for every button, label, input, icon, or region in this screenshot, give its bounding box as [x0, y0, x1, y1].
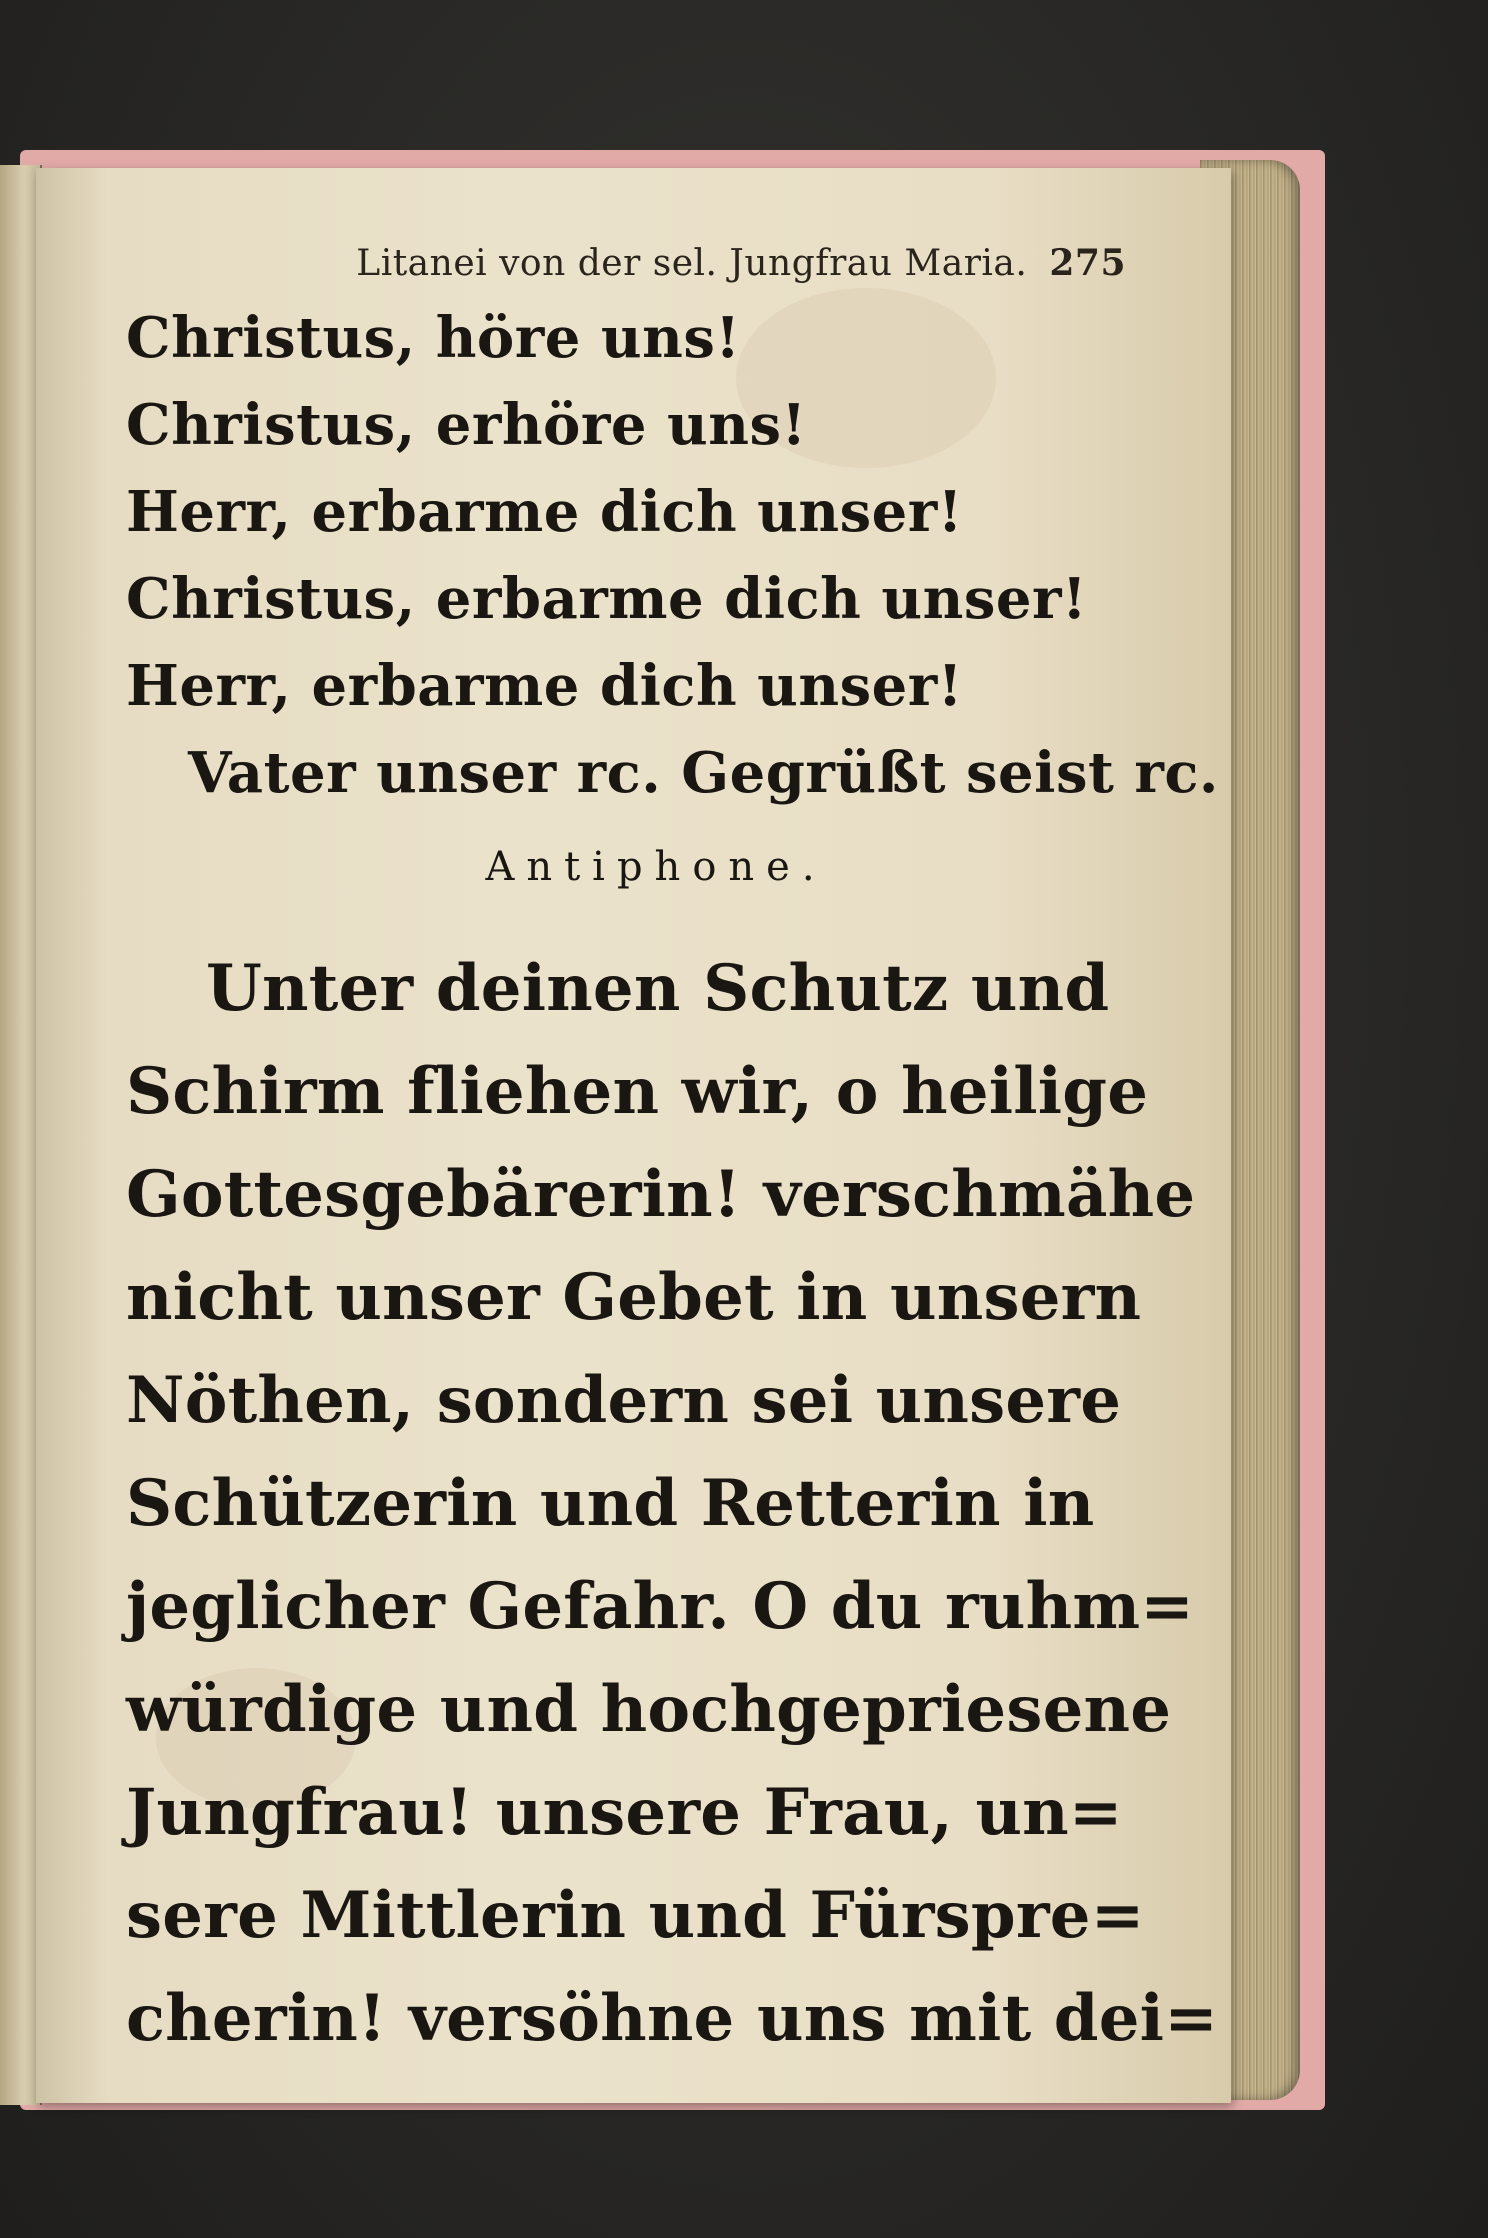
running-title: Litanei von der sel. Jungfrau Maria. [356, 243, 1028, 284]
prayer-line: Nöthen, sondern sei unsere [126, 1363, 1122, 1438]
litany-line: Christus, höre uns! [126, 305, 741, 371]
prayer-line: sere Mittlerin und Fürspre= [126, 1878, 1145, 1953]
prayer-line: würdige und hochgepriesene [126, 1672, 1172, 1747]
page-content [126, 238, 1219, 2070]
prayer-line: Schirm fliehen wir, o heilige [126, 1054, 1149, 1129]
litany-line: Vater unser rc. Gegrüßt seist rc. [188, 740, 1219, 806]
prayer-line: jeglicher Gefahr. O du ruhm= [126, 1569, 1195, 1644]
running-header [126, 238, 1126, 289]
litany-block [126, 295, 1219, 817]
litany-line: Herr, erbarme dich unser! [126, 653, 963, 719]
antiphon-prayer [126, 937, 1219, 2070]
prayer-line: Jungfrau! unsere Frau, un= [126, 1775, 1123, 1850]
litany-line: Christus, erhöre uns! [126, 392, 807, 458]
page-number: 275 [1049, 242, 1126, 284]
prayer-line: cherin! versöhne uns mit dei= [126, 1981, 1219, 2056]
litany-line: Christus, erbarme dich unser! [126, 566, 1088, 632]
prayer-line: Schützerin und Retterin in [126, 1466, 1095, 1541]
litany-line: Herr, erbarme dich unser! [126, 479, 963, 545]
prayer-line: nicht unser Gebet in unsern [126, 1260, 1142, 1335]
antiphon-heading: Antiphone. [485, 844, 827, 890]
prayer-line: Unter deinen Schutz und [206, 951, 1110, 1026]
book-page [36, 168, 1231, 2103]
prayer-line: Gottesgebärerin! verschmähe [126, 1157, 1196, 1232]
